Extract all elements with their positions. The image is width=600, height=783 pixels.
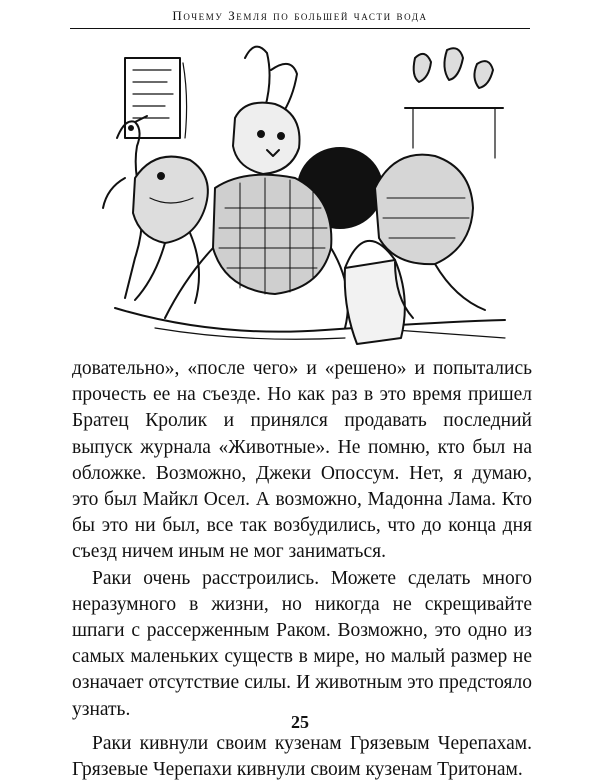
paragraph-1: довательно», «после чего» и «решено» и попытались прочесть ее на съезде. Но как раз в это время пришел Братец Кролик и принялся продавать последний выпуск журнала «Животные». Не помню, кто был на обложке. Возможно, Джеки Опоссум. Нет, я думаю, это был Майкл Осел. А возможно, Мадонна Лама. Кто бы это ни был, все так возбудились, что до конца дня съезд ничем иным не мог заниматься. (72, 358, 532, 563)
small-figures (405, 48, 503, 158)
ground-lines (115, 308, 505, 332)
illustration (95, 38, 515, 350)
header-rule (70, 28, 530, 29)
paragraph-2: Раки очень расстроились. Можете сделать много неразумного в жизни, но никогда не скрещивайте шпаги с рассерженным Раком. Возможно, это одно из самых маленьких существ в мире, но малый размер не означает отсутствие силы. И животным это предстояло узнать. (72, 567, 532, 720)
toad-figure (133, 157, 208, 303)
page-number: 25 (291, 712, 309, 732)
running-head: Почему Земля по большей части вода (172, 8, 428, 23)
paragraph-3: Раки кивнули своим кузенам Грязевым Черепахам. Грязевые Черепахи кивнули своим кузенам Тритонам. (72, 732, 532, 781)
